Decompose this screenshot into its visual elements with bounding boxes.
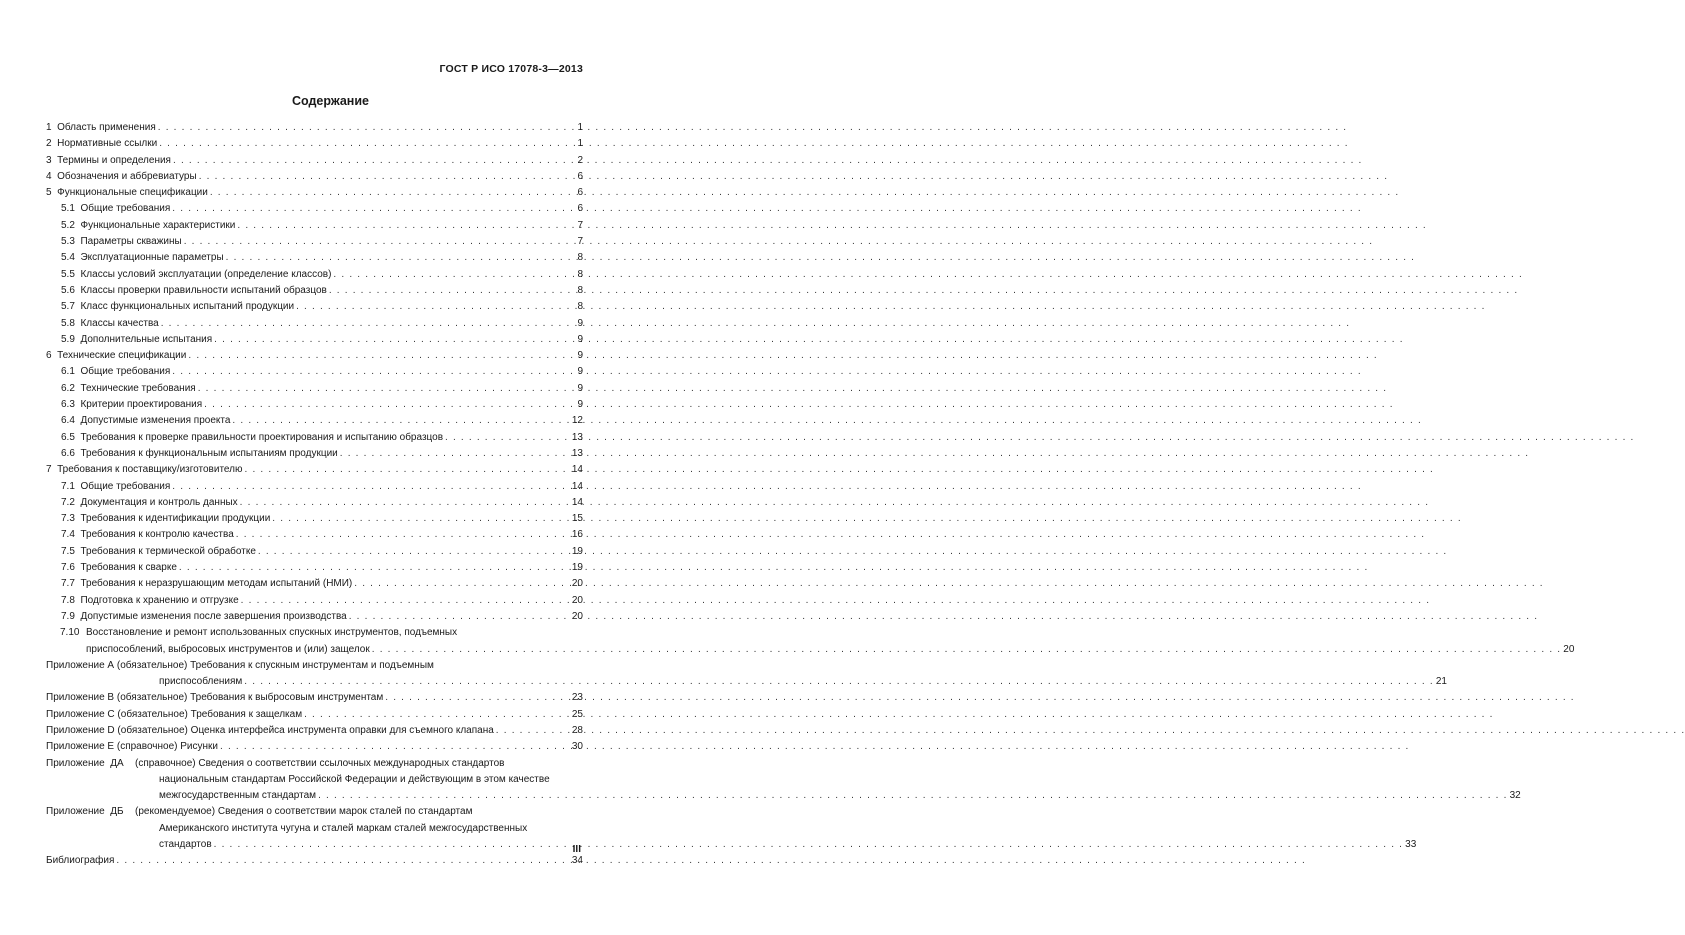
- toc-leader: [179, 560, 570, 576]
- toc-entry-5[interactable]: [46, 185, 583, 201]
- toc-page: 25: [571, 708, 583, 720]
- toc-text: Нормативные ссылки: [57, 138, 158, 150]
- toc-leader: [116, 853, 569, 869]
- toc-entry-6-2[interactable]: [46, 381, 583, 397]
- toc-text: Функциональные спецификации: [57, 187, 208, 199]
- toc-text: Класс функциональных испытаний продукции: [80, 301, 295, 313]
- toc-text: Требования к поставщику/изготовителю: [57, 464, 243, 476]
- toc-leader: [244, 674, 1434, 690]
- toc-number: 7.4: [61, 529, 75, 541]
- toc-text: Общие требования: [80, 480, 171, 492]
- toc-leader: [329, 283, 576, 299]
- toc-leader: [161, 316, 576, 332]
- toc-page: 12: [571, 415, 583, 427]
- toc-page: 6: [577, 187, 583, 199]
- toc-entry-7-9[interactable]: [46, 609, 583, 625]
- toc-number: 7.5: [61, 545, 75, 557]
- toc-annex-d[interactable]: [46, 723, 583, 739]
- toc-number: 5.8: [61, 317, 75, 329]
- toc-text-line-2: приспособлений, выбросовых инструментов и (или) защелок: [86, 643, 370, 655]
- toc-leader: [258, 544, 570, 560]
- toc-text: Область применения: [57, 122, 156, 133]
- toc-leader: [172, 364, 575, 380]
- toc-page: 20: [1563, 643, 1575, 655]
- toc-entry-5-4[interactable]: [46, 250, 583, 266]
- toc-annex-db[interactable]: [46, 804, 1417, 853]
- toc-page: 32: [1509, 790, 1521, 802]
- toc-leader: [198, 381, 576, 397]
- toc-text: Библиография: [46, 855, 115, 867]
- toc-entry-5-6[interactable]: [46, 283, 583, 299]
- toc-text: Документация и контроль данных: [80, 496, 238, 508]
- toc-number: 7.8: [61, 594, 75, 606]
- toc-page: 30: [571, 741, 583, 753]
- toc-text: Параметры скважины: [80, 236, 182, 248]
- toc-leader: [245, 462, 570, 478]
- toc-page: 8: [577, 301, 583, 313]
- toc-number: 7.9: [61, 610, 75, 622]
- toc-page: 7: [577, 219, 583, 231]
- toc-number: 3: [46, 154, 52, 166]
- toc-leader: [304, 707, 570, 723]
- toc-leader: [354, 576, 570, 592]
- toc-number: 6.4: [61, 415, 75, 427]
- toc-entry-2[interactable]: [46, 136, 583, 152]
- toc-leader: [199, 169, 576, 185]
- toc-entry-7-1[interactable]: [46, 479, 583, 495]
- toc-text: Требования к термической обработке: [80, 545, 256, 557]
- toc-leader: [204, 397, 575, 413]
- toc-leader: [385, 690, 570, 706]
- toc-number: 2: [46, 138, 52, 150]
- toc-number: 7.7: [61, 578, 75, 590]
- toc-page: 13: [571, 431, 583, 443]
- toc-annex-b[interactable]: [46, 690, 583, 706]
- toc-text: Подготовка к хранению и отгрузке: [80, 594, 239, 606]
- toc-entry-6-3[interactable]: [46, 397, 583, 413]
- toc-entry-5-7[interactable]: [46, 299, 583, 315]
- toc-number: 5.9: [61, 333, 75, 345]
- toc-entry-5-9[interactable]: [46, 332, 583, 348]
- toc-page: 8: [577, 268, 583, 280]
- toc-entry-7-4[interactable]: [46, 527, 583, 543]
- toc-text: Термины и определения: [57, 154, 171, 166]
- toc-page: 9: [577, 382, 583, 394]
- toc-leader: [496, 723, 570, 739]
- toc-text-line-3: межгосударственным стандартам: [159, 790, 317, 802]
- toc-annex-e[interactable]: [46, 739, 583, 755]
- toc-text: Обозначения и аббревиатуры: [57, 170, 197, 182]
- toc-leader: [172, 201, 575, 217]
- toc-number: 7.10: [60, 627, 80, 639]
- toc-page: 9: [577, 366, 583, 378]
- page-number: III: [572, 844, 581, 855]
- toc-number: 5.6: [61, 284, 75, 296]
- toc-page: 9: [577, 333, 583, 345]
- toc-page: 14: [571, 464, 583, 476]
- toc-text: Допустимые изменения после завершения производства: [80, 610, 347, 622]
- toc-text: Технические требования: [80, 382, 196, 394]
- toc-text-line-1: (рекомендуемое) Сведения о соответствии марок сталей по стандартам: [135, 806, 473, 818]
- toc-number: 5: [46, 187, 52, 199]
- toc-number: 7.6: [61, 562, 75, 574]
- toc-text: Приложение Е (справочное) Рисунки: [46, 741, 218, 753]
- toc-leader: [232, 413, 569, 429]
- toc-number: 7.3: [61, 513, 75, 525]
- toc-entry-6-4[interactable]: [46, 413, 583, 429]
- toc-text: Приложение D (обязательное) Оценка интерфейса инструмента оправки для съемного клапана: [46, 724, 494, 736]
- toc-entry-5-5[interactable]: [46, 267, 583, 283]
- toc-page: 14: [571, 480, 583, 492]
- toc-leader: [241, 593, 570, 609]
- toc-text: Классы проверки правильности испытаний образцов: [80, 284, 327, 296]
- toc-text-line-3: стандартов: [159, 839, 212, 851]
- toc-page: 6: [577, 170, 583, 182]
- toc-page: 1: [577, 122, 583, 133]
- toc-number: 7.2: [61, 496, 75, 508]
- toc-page: 33: [1405, 839, 1417, 851]
- toc-leader: [184, 234, 576, 250]
- toc-page: 15: [571, 513, 583, 525]
- toc-text: Допустимые изменения проекта: [80, 415, 231, 427]
- toc-annex-label: Приложение ДА: [46, 757, 124, 769]
- toc-entry-4[interactable]: [46, 169, 583, 185]
- toc-entry-7-2[interactable]: [46, 495, 583, 511]
- toc-page: 9: [577, 317, 583, 329]
- toc-entry-5-1[interactable]: [46, 201, 583, 217]
- toc-text: Требования к проверке правильности проектирования и испытанию образцов: [80, 431, 444, 443]
- toc-text: Требования к функциональным испытаниям продукции: [80, 447, 338, 459]
- toc-leader: [372, 642, 1562, 658]
- toc-leader: [318, 788, 1508, 804]
- toc-number: 5.7: [61, 301, 75, 313]
- toc-entry-1[interactable]: [46, 120, 583, 136]
- toc-page: 2: [577, 154, 583, 166]
- toc-number: 5.2: [61, 219, 75, 231]
- toc-number: 1: [46, 122, 52, 133]
- toc-leader: [333, 267, 575, 283]
- toc-page: 9: [577, 350, 583, 362]
- toc-page: 8: [577, 284, 583, 296]
- toc-text-line-2: приспособлениям: [159, 676, 243, 688]
- toc-page: 19: [571, 545, 583, 557]
- toc-entry-7-7[interactable]: [46, 576, 583, 592]
- standard-designation: ГОСТ Р ИСО 17078-3—2013: [439, 63, 583, 75]
- toc-leader: [214, 332, 575, 348]
- toc-leader: [349, 609, 570, 625]
- toc-text: Дополнительные испытания: [80, 333, 213, 345]
- toc-text: Приложение С (обязательное) Требования к защелкам: [46, 708, 303, 720]
- toc-text: Требования к неразрушающим методам испытаний (НМИ): [80, 578, 353, 590]
- toc-number: 5.4: [61, 252, 75, 264]
- toc-leader: [296, 299, 575, 315]
- toc-page: 8: [577, 252, 583, 264]
- toc-entry-7-5[interactable]: [46, 544, 583, 560]
- toc-page: 7: [577, 236, 583, 248]
- toc-annex-label: Приложение ДБ: [46, 806, 124, 818]
- toc-page: 34: [571, 855, 583, 867]
- toc-leader: [188, 348, 575, 364]
- toc-entry-7-8[interactable]: [46, 593, 583, 609]
- toc-entry-7-10[interactable]: [46, 625, 1575, 658]
- toc-leader: [240, 495, 570, 511]
- toc-number: 6.3: [61, 399, 75, 411]
- toc-number: 6: [46, 350, 52, 362]
- toc-text: Классы качества: [80, 317, 159, 329]
- toc-text: Общие требования: [80, 366, 171, 378]
- toc-text: Классы условий эксплуатации (определение классов): [80, 268, 332, 280]
- toc-text: Технические спецификации: [57, 350, 187, 362]
- toc-text-line-1: Приложение А (обязательное) Требования к спускным инструментам и подъемным: [46, 659, 434, 671]
- toc-page: 28: [571, 724, 583, 736]
- toc-text: Приложение В (обязательное) Требования к выбросовым инструментам: [46, 692, 384, 704]
- toc-page: 16: [571, 529, 583, 541]
- toc-entry-7-6[interactable]: [46, 560, 583, 576]
- toc-text: Общие требования: [80, 203, 171, 215]
- toc-text: Требования к контролю качества: [80, 529, 234, 541]
- toc-leader: [210, 185, 576, 201]
- toc-number: 6.2: [61, 382, 75, 394]
- toc-number: 5.5: [61, 268, 75, 280]
- toc-number: 5.1: [61, 203, 75, 215]
- toc-bibliography[interactable]: [46, 853, 583, 869]
- toc-annex-c[interactable]: [46, 707, 583, 723]
- toc-page: 20: [571, 578, 583, 590]
- toc-leader: [172, 479, 570, 495]
- toc-number: 6.6: [61, 447, 75, 459]
- toc-leader: [214, 837, 1404, 853]
- toc-leader: [272, 511, 570, 527]
- toc-number: 6.1: [61, 366, 75, 378]
- toc-text: Требования к идентификации продукции: [80, 513, 271, 525]
- toc-page: 13: [571, 447, 583, 459]
- toc-page: 20: [571, 594, 583, 606]
- toc-leader: [236, 527, 570, 543]
- toc-leader: [158, 120, 576, 136]
- toc-page: 9: [577, 399, 583, 411]
- toc-number: 7.1: [61, 480, 75, 492]
- toc-page: 20: [571, 610, 583, 622]
- toc-entry-5-2[interactable]: [46, 218, 583, 234]
- toc-entry-3[interactable]: [46, 153, 583, 169]
- toc-entry-5-8[interactable]: [46, 316, 583, 332]
- toc-text: Требования к сварке: [80, 562, 177, 574]
- toc-text-line-2: национальным стандартам Российской Федерации и действующим в этом качестве: [159, 773, 550, 785]
- toc-page: 14: [571, 496, 583, 508]
- toc-entry-6-6[interactable]: [46, 446, 583, 462]
- toc-title: Содержание: [291, 94, 369, 108]
- toc-entry-5-3[interactable]: [46, 234, 583, 250]
- table-of-contents: [46, 120, 1575, 870]
- toc-leader: [159, 136, 575, 152]
- toc-number: 7: [46, 464, 52, 476]
- toc-text: Критерии проектирования: [80, 399, 203, 411]
- toc-entry-6-1[interactable]: [46, 364, 583, 380]
- toc-leader: [340, 446, 570, 462]
- toc-annex-da[interactable]: [46, 756, 1521, 805]
- toc-annex-a[interactable]: [46, 658, 1447, 691]
- toc-leader: [237, 218, 575, 234]
- toc-leader: [173, 153, 575, 169]
- toc-page: 6: [577, 203, 583, 215]
- toc-number: 4: [46, 170, 52, 182]
- toc-leader: [226, 250, 576, 266]
- toc-page: 23: [571, 692, 583, 704]
- toc-entry-6-5[interactable]: [46, 430, 583, 446]
- toc-entry-6[interactable]: [46, 348, 583, 364]
- toc-text-line-2: Американского института чугуна и сталей маркам сталей межгосударственных: [159, 822, 528, 834]
- toc-text: Функциональные характеристики: [80, 219, 236, 231]
- toc-text: Эксплуатационные параметры: [80, 252, 224, 264]
- toc-text-line-1: Восстановление и ремонт использованных спускных инструментов, подъемных: [86, 627, 458, 639]
- toc-entry-7-3[interactable]: [46, 511, 583, 527]
- toc-number: 5.3: [61, 236, 75, 248]
- toc-page: 19: [571, 562, 583, 574]
- toc-leader: [220, 739, 570, 755]
- toc-number: 6.5: [61, 431, 75, 443]
- toc-entry-7[interactable]: [46, 462, 583, 478]
- toc-page: 1: [577, 138, 583, 150]
- toc-leader: [445, 430, 570, 446]
- toc-text-line-1: (справочное) Сведения о соответствии ссылочных международных стандартов: [135, 757, 505, 769]
- toc-page: 21: [1435, 676, 1447, 688]
